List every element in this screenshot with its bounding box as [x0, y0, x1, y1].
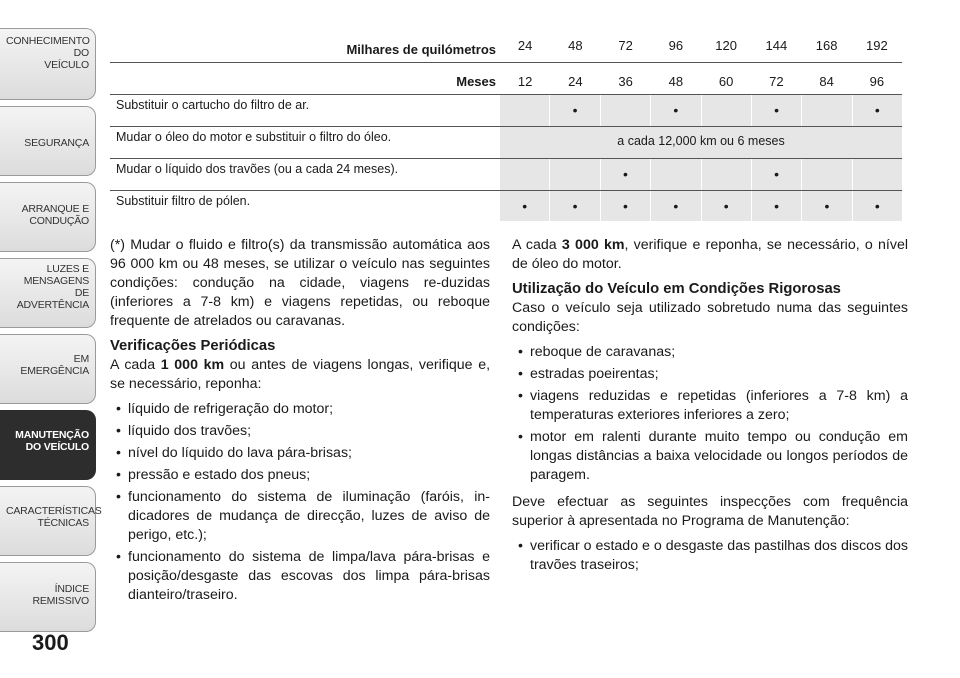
km-value: 72: [618, 38, 633, 53]
month-value: 84: [819, 74, 834, 89]
schedule-mark: •: [751, 159, 801, 190]
section-heading: Verificações Periódicas: [110, 338, 276, 354]
months-header-label: Meses: [456, 74, 496, 89]
km-header-label: Milhares de quilómetros: [346, 42, 496, 57]
schedule-mark: •: [852, 95, 902, 126]
table-row: [110, 159, 902, 190]
km-value: 48: [568, 38, 583, 53]
tab-label: VEÍCULO: [44, 59, 89, 71]
list-item: • motor em ralenti durante muito tempo ou condução em longas distâncias a baixa velocidade ou longos períodos de paragem.: [512, 428, 908, 485]
section-heading: Utilização do Veículo em Condições Rigorosas: [512, 281, 841, 297]
schedule-mark: •: [852, 191, 902, 221]
divider: [110, 62, 902, 63]
tab-label: CONDUÇÃO: [29, 215, 89, 227]
intro-text: A cada: [512, 237, 562, 253]
schedule-mark: •: [549, 191, 599, 221]
tab-label: ARRANQUE E: [21, 203, 89, 215]
schedule-mark: [500, 159, 549, 190]
intro-paragraph: [512, 236, 908, 274]
month-value: 48: [668, 74, 684, 89]
tab-label: TÉCNICAS: [37, 517, 89, 529]
km-value: 96: [668, 38, 684, 53]
schedule-mark: [650, 159, 700, 190]
month-value: 36: [618, 74, 633, 89]
intro-distance: 1 000 km: [160, 357, 225, 373]
schedule-mark: •: [751, 191, 801, 221]
tab-label: REMISSIVO: [32, 595, 89, 607]
intro-text: A cada: [110, 357, 161, 373]
tab-luzes[interactable]: [0, 258, 96, 328]
month-value: 24: [568, 74, 583, 89]
schedule-mark: •: [650, 191, 700, 221]
tab-emergencia[interactable]: [0, 334, 96, 404]
list-item: • reboque de caravanas;: [512, 343, 908, 362]
left-column: [110, 236, 490, 608]
km-value: 144: [765, 38, 788, 53]
schedule-mark: •: [701, 191, 751, 221]
schedule-mark: [701, 95, 751, 126]
tab-label: MENSAGENS: [23, 275, 89, 287]
schedule-mark: [549, 159, 599, 190]
tab-label: ADVERTÊNCIA: [16, 299, 89, 311]
right-column: [512, 236, 908, 578]
task-label: Mudar o óleo do motor e substituir o filtro do óleo.: [116, 130, 392, 144]
tab-label: CARACTERÍSTICAS: [6, 505, 102, 517]
km-value: 24: [517, 38, 533, 53]
tab-label: MANUTENÇÃO: [15, 429, 89, 441]
list-item: • pressão e estado dos pneus;: [110, 466, 490, 485]
task-label: Mudar o líquido dos travões (ou a cada 24 meses).: [116, 162, 399, 176]
schedule-mark: [600, 95, 650, 126]
schedule-mark: •: [600, 191, 650, 221]
tab-manutencao[interactable]: [0, 410, 96, 480]
tab-label: LUZES E: [46, 263, 89, 275]
footnote: (*) Mudar o fluido e filtro(s) da transmissão automática aos 96 000 km ou 48 meses, se utilizar o veículo nas seguintes condições: condução na cidade, viagens re-duzidas (inferiores a 7-8 km) e viagens repetidas, ou reboque frequente de atrelados ou caravanas.: [110, 237, 490, 329]
schedule-mark: [852, 159, 902, 190]
month-value: 72: [769, 74, 784, 89]
table-row: [110, 95, 902, 126]
tab-label: CONHECIMENTO: [6, 35, 90, 47]
table-row: [110, 127, 902, 158]
intro-paragraph: [110, 356, 490, 394]
tab-label: ÍNDICE: [54, 583, 89, 595]
tab-label: DO: [73, 47, 89, 59]
month-value: 60: [718, 74, 734, 89]
schedule-mark: [701, 159, 751, 190]
schedule-mark: •: [600, 159, 650, 190]
list-item: • funcionamento do sistema de limpa/lava pára-brisas e posição/desgaste das escovas dos limpa pára-brisas dianteiro/traseiro.: [110, 548, 490, 605]
tab-indice[interactable]: [0, 562, 96, 632]
intro-distance: 3 000 km: [561, 237, 625, 253]
tab-arranque[interactable]: [0, 182, 96, 252]
tab-label: EM: [73, 353, 89, 365]
schedule-mark: •: [549, 95, 599, 126]
tab-label: DE: [74, 287, 89, 299]
month-value: 12: [517, 74, 533, 89]
list-item: • estradas poeirentas;: [512, 365, 908, 384]
tab-caracteristicas[interactable]: [0, 486, 102, 556]
list-item: • viagens reduzidas e repetidas (inferiores a 7-8 km) a temperaturas exteriores inferiores a zero;: [512, 387, 908, 425]
km-value: 168: [815, 38, 838, 53]
tab-label: DO VEÍCULO: [25, 441, 89, 453]
schedule-mark: •: [751, 95, 801, 126]
list-item: • verificar o estado e o desgaste das pastilhas dos discos dos travões traseiros;: [512, 537, 908, 575]
months-header-row: [110, 74, 902, 96]
schedule-mark: •: [650, 95, 700, 126]
tab-seguranca[interactable]: [0, 106, 96, 176]
tab-label: SEGURANÇA: [24, 137, 89, 149]
schedule-mark: [801, 159, 851, 190]
task-label: Substituir filtro de pólen.: [116, 194, 251, 208]
intro-text: ou antes de viagens longas, verifique e, se necessário, reponha:: [110, 357, 491, 392]
km-value: 192: [866, 38, 888, 53]
list-item: • nível do líquido do lava pára-brisas;: [110, 444, 490, 463]
tab-label: EMERGÊNCIA: [20, 365, 89, 377]
list-item: • líquido dos travões;: [110, 422, 490, 441]
month-value: 96: [869, 74, 885, 89]
paragraph: Caso o veículo seja utilizado sobretudo numa das seguintes condições:: [512, 300, 908, 335]
schedule-mark: •: [801, 191, 851, 221]
schedule-mark: [801, 95, 851, 126]
km-value: 120: [715, 38, 737, 53]
interval-note: a cada 12,000 km ou 6 meses: [617, 134, 785, 148]
tab-conhecimento[interactable]: [0, 28, 96, 100]
list-item: • funcionamento do sistema de iluminação (faróis, in-dicadores de mudança de direcção, luzes de aviso de perigo, etc.);: [110, 488, 490, 545]
table-row: [110, 191, 902, 221]
list-item: • líquido de refrigeração do motor;: [110, 400, 490, 419]
km-header-row: [110, 38, 902, 60]
page-number: 300: [32, 630, 69, 655]
schedule-mark: •: [522, 198, 528, 214]
task-label: Substituir o cartucho do filtro de ar.: [116, 98, 310, 112]
intro-text: , verifique e reponha, se necessário, o nível de óleo do motor.: [512, 237, 908, 272]
paragraph: Deve efectuar as seguintes inspecções com frequência superior à apresentada no Programa de Manutenção:: [512, 494, 908, 529]
schedule-mark: [500, 95, 549, 126]
